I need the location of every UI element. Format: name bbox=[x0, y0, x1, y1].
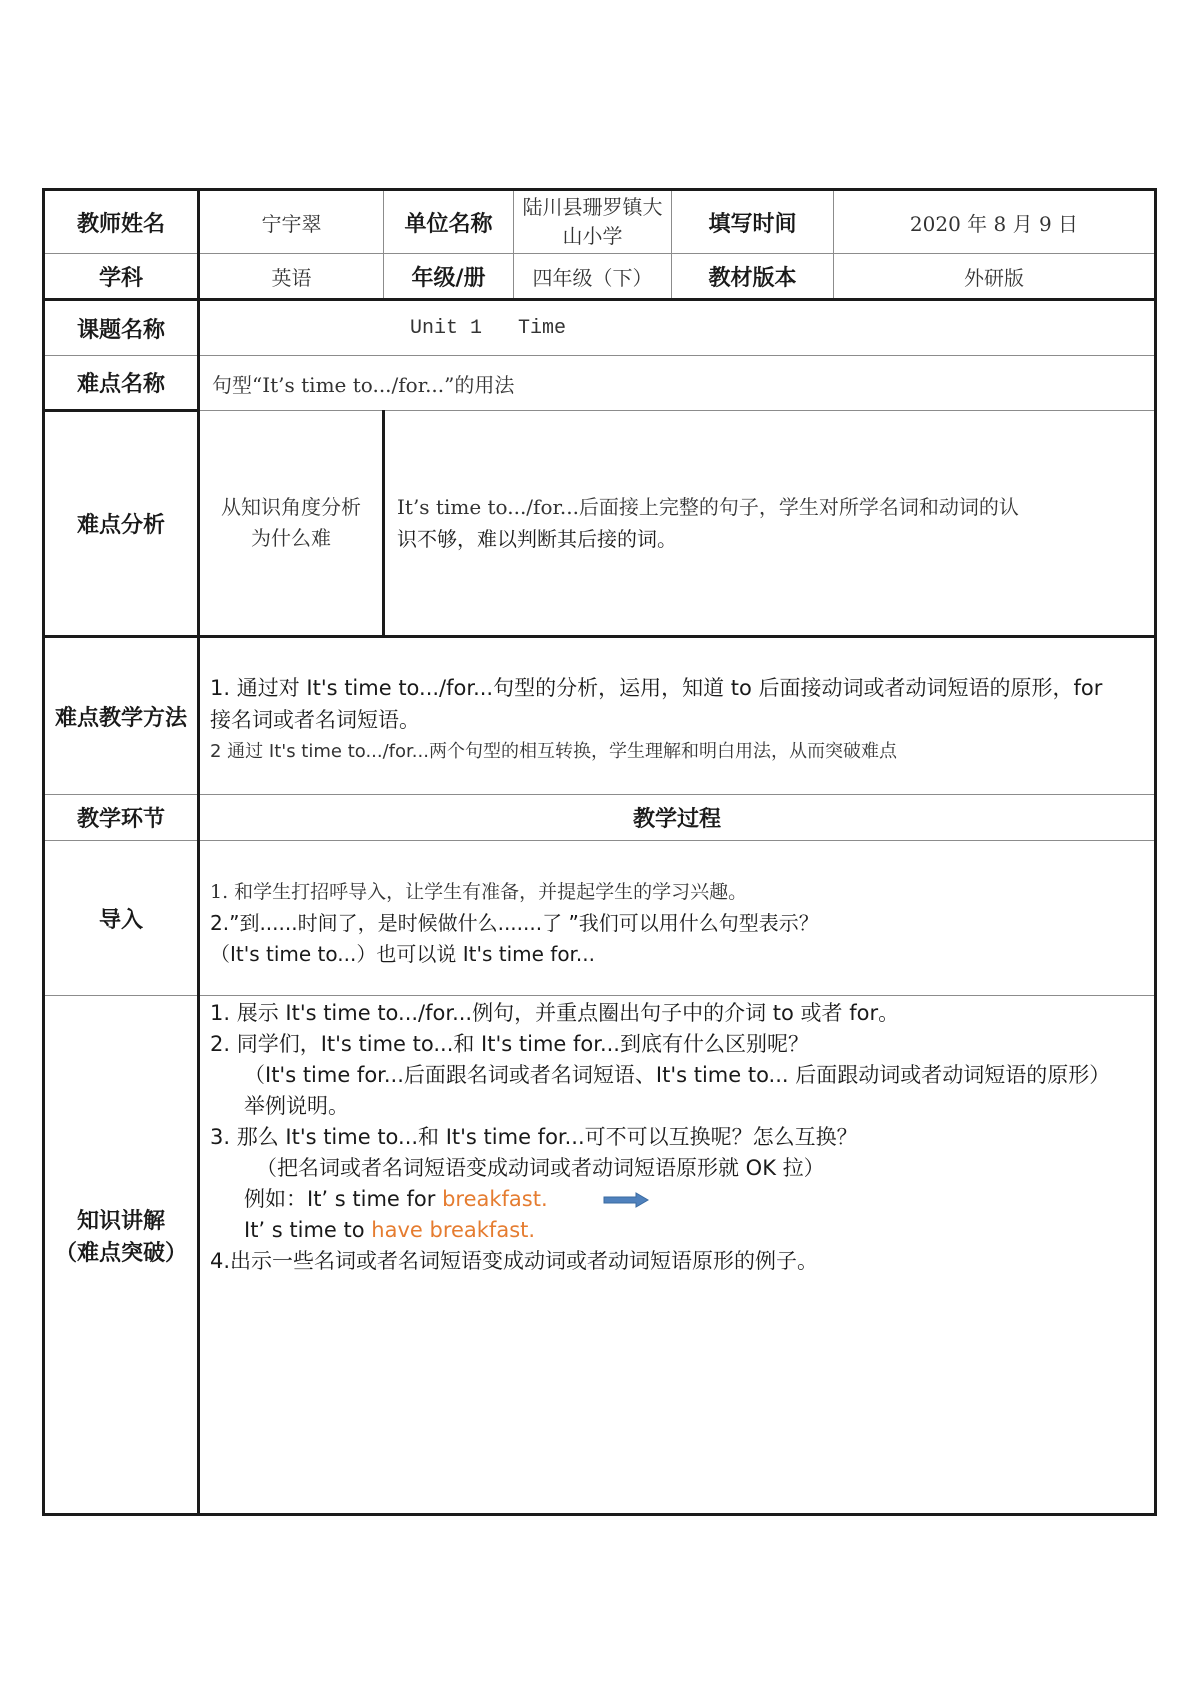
topic-value: Unit 1 Time bbox=[199, 300, 1156, 356]
analysis-label: 难点分析 bbox=[44, 411, 199, 637]
knowledge-item-3a: （把名词或者名词短语变成动词或者动词短语原形就 OK 拉） bbox=[256, 1156, 825, 1180]
knowledge-item-2b: 举例说明。 bbox=[244, 1094, 349, 1118]
method-line-1: 1. 通过对 It's time to.../for...句型的分析，运用，知道 to 后面接动词或者动词短语的原形，for bbox=[210, 676, 1103, 700]
knowledge-label-2: （难点突破） bbox=[54, 1241, 187, 1266]
process-label: 教学环节 bbox=[44, 795, 199, 841]
analysis-text bbox=[384, 411, 1156, 637]
intro-line-3: （It's time to...）也可以说 It's time for... bbox=[210, 941, 596, 966]
knowledge-label bbox=[44, 996, 199, 1515]
topic-label: 课题名称 bbox=[44, 300, 199, 356]
intro-label: 导入 bbox=[44, 841, 199, 996]
teacher-value: 宁宇翠 bbox=[199, 190, 384, 254]
intro-line-2: 2.”到......时间了，是时候做什么.......了 ”我们可以用什么句型表示？ bbox=[210, 910, 819, 935]
date-value: 2020 年 8 月 9 日 bbox=[834, 190, 1156, 254]
knowledge-label-1: 知识讲解 bbox=[76, 1209, 165, 1234]
method-line-2: 2 通过 It's time to.../for...两个句型的相互转换，学生理解和明白用法，从而突破难点 bbox=[210, 741, 897, 762]
analysis-text-part1: It’s time to.../for...后面接上完整的句子，学生对所学名词和动词的认 bbox=[397, 495, 1019, 519]
unit-label: 单位名称 bbox=[384, 190, 514, 254]
difficulty-label: 难点名称 bbox=[44, 356, 199, 411]
method-content bbox=[199, 637, 1156, 795]
analysis-row bbox=[44, 411, 1156, 637]
process-value: 教学过程 bbox=[199, 795, 1156, 841]
teacher-label: 教师姓名 bbox=[44, 190, 199, 254]
example-2-word: have breakfast. bbox=[371, 1218, 536, 1242]
knowledge-item-2a: （It's time for...后面跟名词或者名词短语、It's time to... 后面跟动词或者动词短语的原形） bbox=[244, 1063, 1111, 1087]
right-arrow-icon bbox=[602, 1190, 652, 1210]
grade-label: 年级/册 bbox=[384, 254, 514, 300]
process-header-row bbox=[44, 795, 1156, 841]
method-label: 难点教学方法 bbox=[44, 637, 199, 795]
subject-label: 学科 bbox=[44, 254, 199, 300]
intro-row bbox=[44, 841, 1156, 996]
topic-row bbox=[44, 300, 1156, 356]
example-2-prefix: It’ s time to bbox=[244, 1218, 372, 1242]
intro-content bbox=[199, 841, 1156, 996]
unit-value: 陆川县珊罗镇大山小学 bbox=[514, 190, 672, 254]
knowledge-item-4: 4.出示一些名词或者名词短语变成动词或者动词短语原形的例子。 bbox=[210, 1249, 819, 1273]
grade-value: 四年级（下） bbox=[514, 254, 672, 300]
header-row-2 bbox=[44, 254, 1156, 300]
date-label: 填写时间 bbox=[672, 190, 834, 254]
method-row bbox=[44, 637, 1156, 795]
subject-value: 英语 bbox=[199, 254, 384, 300]
analysis-sub-label: 从知识角度分析为什么难 bbox=[199, 411, 384, 637]
analysis-text-part2: 识不够，难以判断其后接的词。 bbox=[397, 527, 677, 551]
knowledge-content bbox=[199, 996, 1156, 1515]
difficulty-row bbox=[44, 356, 1156, 411]
knowledge-row bbox=[44, 996, 1156, 1515]
lesson-plan-sheet bbox=[42, 188, 1154, 1513]
method-line-1b: 接名词或者名词短语。 bbox=[210, 708, 420, 732]
knowledge-item-1: 1. 展示 It's time to.../for...例句，并重点圈出句子中的介词 to 或者 for。 bbox=[210, 1001, 900, 1025]
intro-line-1: 1. 和学生打招呼导入，让学生有准备，并提起学生的学习兴趣。 bbox=[210, 880, 748, 903]
knowledge-item-3: 3. 那么 It's time to...和 It's time for...可不可以互换呢？怎么互换？ bbox=[210, 1125, 858, 1149]
example-1-prefix: 例如：It’ s time for bbox=[244, 1187, 443, 1211]
knowledge-example-1 bbox=[210, 1184, 1144, 1215]
edition-label: 教材版本 bbox=[672, 254, 834, 300]
lesson-plan-table bbox=[42, 188, 1157, 1516]
knowledge-item-2: 2. 同学们，It's time to...和 It's time for...到底有什么区别呢？ bbox=[210, 1032, 809, 1056]
knowledge-example-2 bbox=[210, 1215, 1144, 1246]
example-1-word: breakfast. bbox=[442, 1187, 548, 1211]
edition-value: 外研版 bbox=[834, 254, 1156, 300]
header-row-1 bbox=[44, 190, 1156, 254]
difficulty-value: 句型“It’s time to.../for...”的用法 bbox=[199, 356, 1156, 411]
